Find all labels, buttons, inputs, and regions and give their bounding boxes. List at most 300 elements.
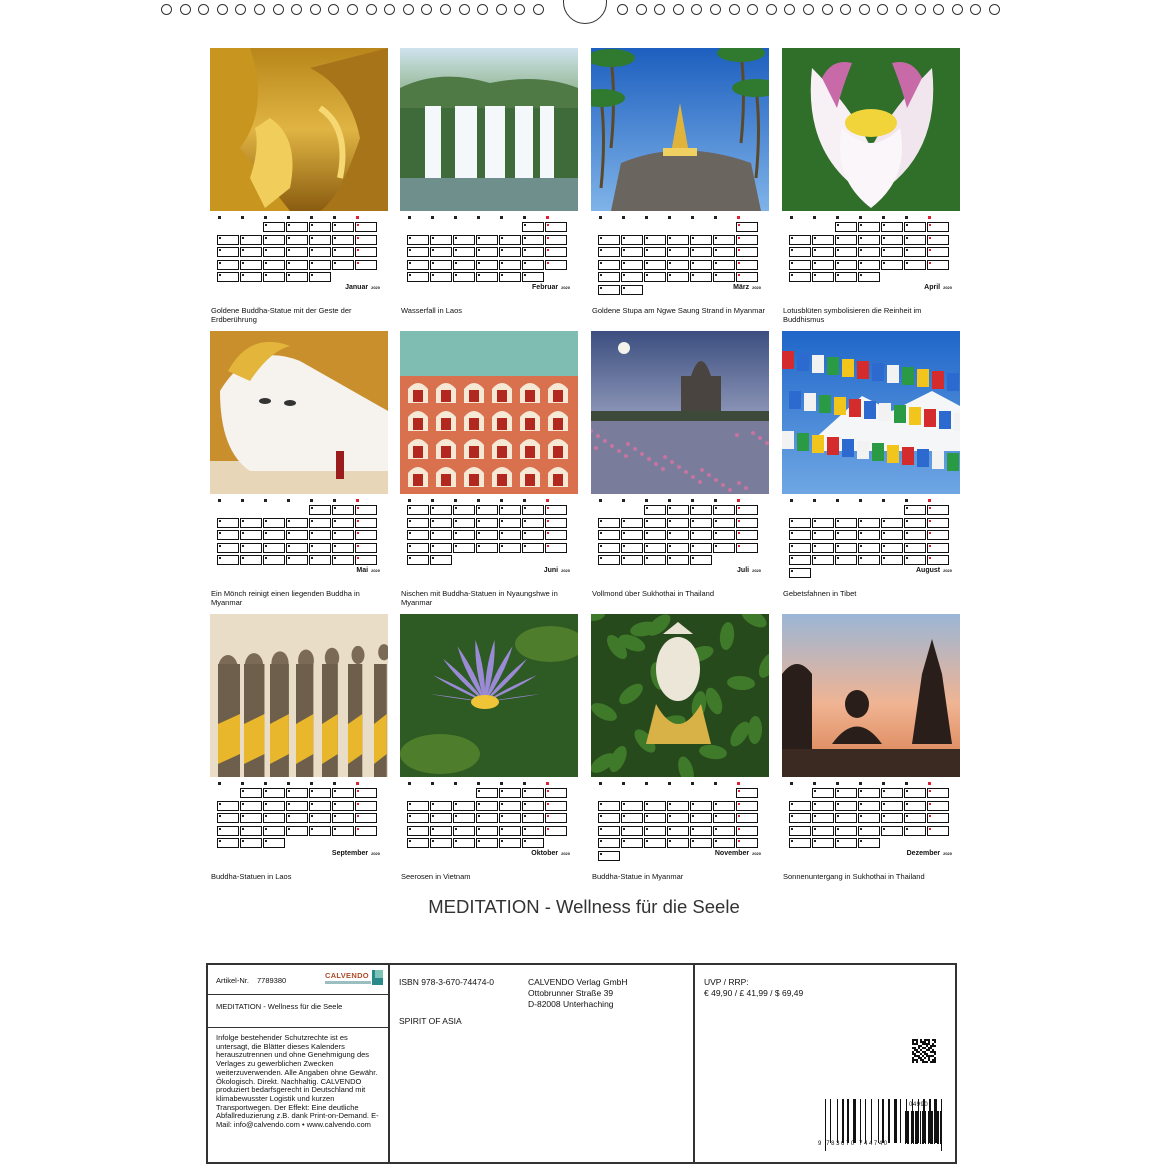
- weekday-marker: [737, 782, 740, 785]
- weekday-marker: [241, 782, 244, 785]
- binding-ring: [254, 4, 265, 15]
- day-cell: [736, 272, 758, 282]
- weekday-marker: [859, 499, 862, 502]
- weekday-marker: [241, 216, 244, 219]
- binding-ring: [403, 4, 414, 15]
- day-cell: [240, 801, 262, 811]
- day-cell: [736, 505, 758, 515]
- day-cell: [499, 543, 521, 553]
- weekday-marker: [218, 499, 221, 502]
- day-cell: [476, 247, 498, 257]
- day-cell: [789, 826, 811, 836]
- day-cell: [430, 260, 452, 270]
- month-name: [924, 284, 952, 291]
- day-cell: [927, 555, 949, 565]
- month-year: 2020: [752, 284, 761, 290]
- binding-ring: [496, 4, 507, 15]
- day-cell: [713, 235, 735, 245]
- day-cell: [522, 235, 544, 245]
- day-cell: [690, 272, 712, 282]
- day-cell: [621, 801, 643, 811]
- day-cell: [355, 222, 377, 232]
- day-cell: [881, 555, 903, 565]
- weekday-marker: [408, 782, 411, 785]
- day-cell: [598, 851, 620, 861]
- day-cell: [309, 801, 331, 811]
- product-name: MEDITATION - Wellness für die Seele: [216, 1002, 343, 1011]
- day-cell: [522, 222, 544, 232]
- day-cell: [690, 555, 712, 565]
- month-label: Februar: [532, 284, 559, 291]
- product-info-box: [206, 963, 957, 1164]
- day-cell: [309, 505, 331, 515]
- month-november: [591, 614, 769, 894]
- month-label: Juni: [543, 567, 559, 574]
- weekday-marker: [928, 216, 931, 219]
- month-year: 2020: [371, 284, 380, 290]
- weekday-marker: [790, 216, 793, 219]
- day-cell: [430, 801, 452, 811]
- day-cell: [812, 260, 834, 270]
- weekday-marker: [905, 216, 908, 219]
- day-cell: [430, 247, 452, 257]
- day-cell: [904, 788, 926, 798]
- day-cell: [522, 813, 544, 823]
- day-cell: [545, 788, 567, 798]
- day-cell: [812, 826, 834, 836]
- day-cell: [644, 530, 666, 540]
- month-januar: [210, 48, 388, 328]
- binding-ring: [384, 4, 395, 15]
- day-cell: [240, 555, 262, 565]
- month-dezember: [782, 614, 960, 894]
- day-cell: [286, 222, 308, 232]
- day-cell: [407, 505, 429, 515]
- day-cell: [927, 788, 949, 798]
- day-cell: [713, 838, 735, 848]
- day-cell: [736, 518, 758, 528]
- day-cell: [881, 247, 903, 257]
- day-cell: [812, 543, 834, 553]
- calendar-grid: [217, 499, 379, 579]
- day-cell: [355, 518, 377, 528]
- day-cell: [713, 247, 735, 257]
- weekday-marker: [691, 216, 694, 219]
- day-cell: [217, 813, 239, 823]
- day-cell: [309, 813, 331, 823]
- day-cell: [263, 260, 285, 270]
- day-cell: [858, 555, 880, 565]
- day-cell: [263, 813, 285, 823]
- photo-caption: Goldene Stupa am Ngwe Saung Strand in Myanmar: [592, 306, 766, 315]
- weekday-marker: [714, 499, 717, 502]
- day-cell: [407, 813, 429, 823]
- day-cell: [598, 247, 620, 257]
- weekday-marker: [477, 216, 480, 219]
- day-cell: [667, 235, 689, 245]
- weekday-marker: [813, 216, 816, 219]
- weekday-marker: [454, 499, 457, 502]
- photo-buddha-row: [210, 614, 388, 777]
- day-cell: [332, 235, 354, 245]
- photo-caption: Buddha-Statue in Myanmar: [592, 872, 684, 881]
- binding-ring: [636, 4, 647, 15]
- day-cell: [789, 235, 811, 245]
- day-cell: [217, 838, 239, 848]
- binding-ring: [366, 4, 377, 15]
- day-cell: [355, 505, 377, 515]
- weekday-marker: [408, 216, 411, 219]
- binding-ring: [421, 4, 432, 15]
- spiral-binding: [160, 4, 1010, 20]
- day-cell: [332, 530, 354, 540]
- day-cell: [713, 813, 735, 823]
- day-cell: [598, 543, 620, 553]
- day-cell: [835, 813, 857, 823]
- day-cell: [499, 260, 521, 270]
- day-cell: [430, 555, 452, 565]
- day-cell: [598, 530, 620, 540]
- photo-caption: Vollmond über Sukhothai in Thailand: [592, 589, 715, 598]
- day-cell: [881, 801, 903, 811]
- weekday-marker: [264, 216, 267, 219]
- day-cell: [621, 555, 643, 565]
- day-cell: [690, 838, 712, 848]
- day-cell: [644, 555, 666, 565]
- weekday-marker: [859, 216, 862, 219]
- day-cell: [667, 260, 689, 270]
- day-cell: [713, 272, 735, 282]
- publisher-address: [528, 977, 628, 1010]
- day-cell: [789, 543, 811, 553]
- weekday-marker: [310, 499, 313, 502]
- day-cell: [240, 838, 262, 848]
- day-cell: [713, 530, 735, 540]
- month-name: [356, 567, 380, 574]
- day-cell: [904, 555, 926, 565]
- day-cell: [881, 235, 903, 245]
- day-cell: [309, 826, 331, 836]
- addon-barcode-digits: 04990: [909, 1102, 929, 1108]
- day-cell: [263, 838, 285, 848]
- day-cell: [430, 543, 452, 553]
- day-cell: [430, 235, 452, 245]
- day-cell: [240, 235, 262, 245]
- day-cell: [407, 826, 429, 836]
- day-cell: [858, 247, 880, 257]
- day-cell: [355, 826, 377, 836]
- weekday-marker: [333, 499, 336, 502]
- photo-waterfall: [400, 48, 578, 211]
- day-cell: [598, 235, 620, 245]
- binding-ring: [617, 4, 628, 15]
- day-cell: [812, 247, 834, 257]
- day-cell: [499, 838, 521, 848]
- binding-ring: [877, 4, 888, 15]
- month-august: [782, 331, 960, 611]
- month-juni: [400, 331, 578, 611]
- day-cell: [217, 530, 239, 540]
- day-cell: [332, 555, 354, 565]
- day-cell: [453, 260, 475, 270]
- day-cell: [240, 518, 262, 528]
- day-cell: [407, 272, 429, 282]
- day-cell: [522, 530, 544, 540]
- day-cell: [812, 272, 834, 282]
- day-cell: [789, 530, 811, 540]
- article-row: [208, 965, 388, 995]
- day-cell: [789, 568, 811, 578]
- day-cell: [812, 813, 834, 823]
- day-cell: [789, 247, 811, 257]
- day-cell: [545, 826, 567, 836]
- weekday-marker: [287, 216, 290, 219]
- day-cell: [499, 518, 521, 528]
- day-cell: [904, 247, 926, 257]
- day-cell: [858, 235, 880, 245]
- photo-caption: Seerosen in Vietnam: [401, 872, 471, 881]
- day-cell: [667, 505, 689, 515]
- weekday-marker: [714, 782, 717, 785]
- day-cell: [545, 801, 567, 811]
- day-cell: [667, 530, 689, 540]
- day-cell: [476, 838, 498, 848]
- day-cell: [927, 247, 949, 257]
- day-cell: [240, 247, 262, 257]
- day-cell: [598, 272, 620, 282]
- day-cell: [240, 530, 262, 540]
- weekday-marker: [790, 782, 793, 785]
- day-cell: [286, 813, 308, 823]
- day-cell: [522, 518, 544, 528]
- weekday-marker: [500, 216, 503, 219]
- day-cell: [713, 801, 735, 811]
- weekday-marker: [431, 499, 434, 502]
- weekday-marker: [523, 782, 526, 785]
- day-cell: [309, 555, 331, 565]
- weekday-marker: [218, 216, 221, 219]
- month-label: September: [331, 850, 369, 857]
- photo-prayer-flags: [782, 331, 960, 494]
- article-number: 7789380: [257, 976, 287, 985]
- calendar-title: MEDITATION - Wellness für die Seele: [428, 896, 740, 917]
- day-cell: [904, 518, 926, 528]
- day-cell: [927, 813, 949, 823]
- day-cell: [309, 272, 331, 282]
- day-cell: [858, 530, 880, 540]
- weekday-marker: [905, 499, 908, 502]
- day-cell: [598, 813, 620, 823]
- month-name: [531, 850, 570, 857]
- day-cell: [690, 813, 712, 823]
- binding-ring: [915, 4, 926, 15]
- day-cell: [286, 272, 308, 282]
- day-cell: [812, 530, 834, 540]
- day-cell: [667, 813, 689, 823]
- day-cell: [430, 838, 452, 848]
- binding-ring: [217, 4, 228, 15]
- day-cell: [835, 272, 857, 282]
- qr-code-icon: [912, 1039, 936, 1063]
- month-year: 2020: [943, 850, 952, 856]
- day-cell: [355, 530, 377, 540]
- day-cell: [904, 235, 926, 245]
- day-cell: [858, 543, 880, 553]
- day-cell: [355, 788, 377, 798]
- day-cell: [332, 518, 354, 528]
- binding-ring: [710, 4, 721, 15]
- day-cell: [430, 826, 452, 836]
- day-cell: [522, 247, 544, 257]
- day-cell: [476, 518, 498, 528]
- day-cell: [453, 505, 475, 515]
- calendar-grid: [598, 499, 760, 579]
- day-cell: [690, 543, 712, 553]
- day-cell: [789, 518, 811, 528]
- day-cell: [240, 543, 262, 553]
- weekday-marker: [737, 499, 740, 502]
- photo-caption: Gebetsfahnen in Tibet: [783, 589, 857, 598]
- day-cell: [499, 235, 521, 245]
- calvendo-logo: [325, 970, 383, 988]
- weekday-marker: [645, 782, 648, 785]
- day-cell: [217, 555, 239, 565]
- day-cell: [690, 247, 712, 257]
- day-cell: [904, 826, 926, 836]
- binding-ring: [180, 4, 191, 15]
- day-cell: [858, 801, 880, 811]
- weekday-marker: [523, 499, 526, 502]
- month-year: 2020: [943, 284, 952, 290]
- binding-ring: [161, 4, 172, 15]
- day-cell: [476, 260, 498, 270]
- month-year: 2020: [943, 567, 952, 573]
- binding-ring: [235, 4, 246, 15]
- logo-mark-icon: [372, 970, 383, 985]
- binding-ring: [440, 4, 451, 15]
- weekday-marker: [813, 499, 816, 502]
- day-cell: [736, 838, 758, 848]
- day-cell: [453, 247, 475, 257]
- day-cell: [332, 813, 354, 823]
- day-cell: [835, 838, 857, 848]
- price-label: UVP / RRP:: [704, 977, 749, 987]
- day-cell: [545, 235, 567, 245]
- day-cell: [545, 222, 567, 232]
- day-cell: [522, 543, 544, 553]
- weekday-marker: [622, 782, 625, 785]
- day-cell: [499, 530, 521, 540]
- day-cell: [522, 826, 544, 836]
- day-cell: [598, 838, 620, 848]
- weekday-marker: [790, 499, 793, 502]
- day-cell: [644, 260, 666, 270]
- day-cell: [355, 543, 377, 553]
- weekday-marker: [356, 499, 359, 502]
- weekday-marker: [645, 216, 648, 219]
- day-cell: [789, 272, 811, 282]
- day-cell: [858, 838, 880, 848]
- day-cell: [332, 826, 354, 836]
- day-cell: [263, 518, 285, 528]
- weekday-marker: [477, 499, 480, 502]
- day-cell: [713, 505, 735, 515]
- weekday-marker: [836, 216, 839, 219]
- day-cell: [453, 801, 475, 811]
- day-cell: [812, 801, 834, 811]
- weekday-marker: [905, 782, 908, 785]
- day-cell: [904, 505, 926, 515]
- binding-ring: [729, 4, 740, 15]
- day-cell: [545, 260, 567, 270]
- day-cell: [881, 260, 903, 270]
- day-cell: [667, 838, 689, 848]
- day-cell: [621, 518, 643, 528]
- binding-ring: [198, 4, 209, 15]
- day-cell: [263, 543, 285, 553]
- photo-caption: Goldene Buddha-Statue mit der Geste der Erdberührung: [211, 306, 352, 324]
- barcode-digits: 9 783670 744740: [818, 1141, 889, 1147]
- day-cell: [407, 801, 429, 811]
- day-cell: [332, 505, 354, 515]
- weekday-marker: [622, 216, 625, 219]
- day-cell: [736, 826, 758, 836]
- day-cell: [332, 788, 354, 798]
- photo-stupa-palms: [591, 48, 769, 211]
- month-label: Mai: [356, 567, 369, 574]
- day-cell: [240, 788, 262, 798]
- day-cell: [858, 813, 880, 823]
- weekday-marker: [287, 499, 290, 502]
- month-juli: [591, 331, 769, 611]
- day-cell: [736, 235, 758, 245]
- day-cell: [499, 813, 521, 823]
- month-label: Dezember: [906, 850, 941, 857]
- photo-sunset-sukhothai: [782, 614, 960, 777]
- month-year: 2020: [752, 567, 761, 573]
- day-cell: [667, 555, 689, 565]
- day-cell: [690, 826, 712, 836]
- photo-lotus-flower: [782, 48, 960, 211]
- day-cell: [644, 813, 666, 823]
- day-cell: [927, 826, 949, 836]
- day-cell: [499, 826, 521, 836]
- binding-ring: [766, 4, 777, 15]
- day-cell: [736, 801, 758, 811]
- day-cell: [453, 543, 475, 553]
- day-cell: [858, 826, 880, 836]
- day-cell: [927, 260, 949, 270]
- day-cell: [598, 260, 620, 270]
- legal-text: Infolge bestehender Schutzrechte ist es untersagt, die Blätter dieses Kalenders herauszutrennen und ohne Genehmigung des Verlages zu gewerblichen Zwecken weiterzuverwenden. Alle Angaben ohne Gewähr. Ökologisch. Direkt. Nachhaltig. CALVENDO produziert bedarfsgerecht in Deutschland mit klimabewusster Logistik und kurzen Transportwegen. Der Effekt: Eine deutliche Abfallreduzierung z.B. dank Print-on-Demand. E-Mail: info@calvendo.com • www.calvendo.com: [216, 1033, 379, 1130]
- day-cell: [881, 530, 903, 540]
- photo-water-lily: [400, 614, 578, 777]
- day-cell: [240, 272, 262, 282]
- day-cell: [522, 260, 544, 270]
- article-label: Artikel-Nr.: [216, 976, 249, 985]
- day-cell: [332, 260, 354, 270]
- month-mai: [210, 331, 388, 611]
- day-cell: [904, 543, 926, 553]
- day-cell: [667, 826, 689, 836]
- day-cell: [476, 530, 498, 540]
- day-cell: [407, 543, 429, 553]
- day-cell: [835, 543, 857, 553]
- photo-buddha-head-foliage: [591, 614, 769, 777]
- day-cell: [453, 826, 475, 836]
- weekday-marker: [310, 782, 313, 785]
- day-cell: [598, 518, 620, 528]
